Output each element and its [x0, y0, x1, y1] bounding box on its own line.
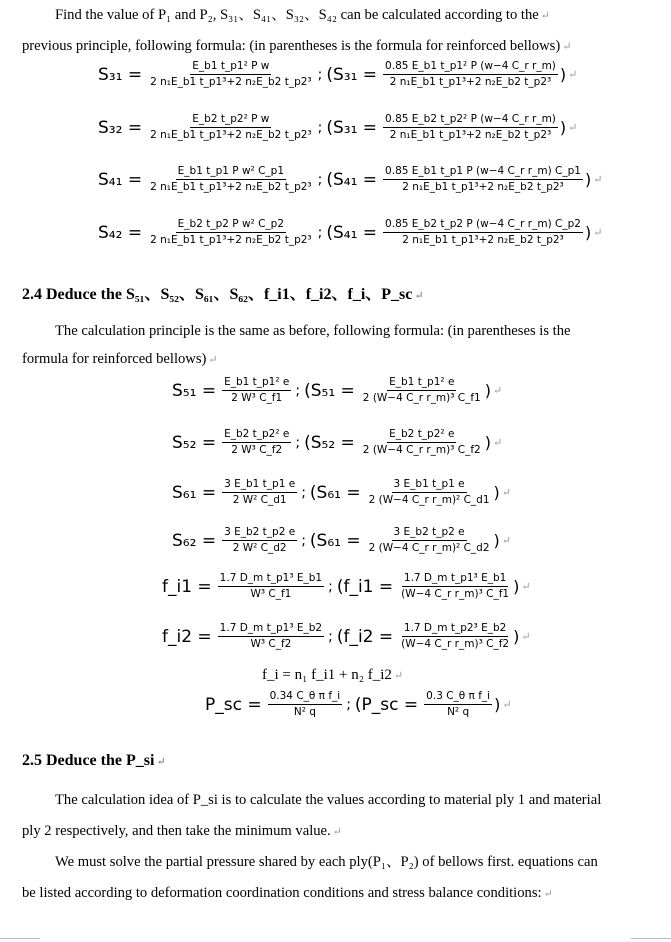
equation-lhs: P_sc =	[205, 694, 262, 715]
reinforced-fraction	[399, 622, 511, 651]
fraction	[148, 218, 314, 247]
reinforced-fraction	[383, 165, 583, 194]
fraction	[222, 526, 297, 555]
fraction	[148, 165, 314, 194]
reinforced-fraction	[399, 572, 511, 601]
fraction	[222, 428, 291, 457]
fraction	[268, 690, 343, 719]
fraction-numerator: 3 E_b1 t_p1 e	[222, 478, 297, 493]
separator: ;	[301, 484, 306, 501]
fraction-numerator: 3 E_b2 t_p2 e	[222, 526, 297, 541]
paragraph-mark: ↵	[521, 581, 531, 593]
reinforced-denominator: 2 (W−4 C_r r_m)² C_d2	[368, 542, 490, 554]
paragraph-mark: ↵	[493, 437, 503, 449]
closing-paren: )	[559, 65, 567, 84]
section-2-5-para1-line1: The calculation idea of P_si is to calculate the values according to material ply 1 and material	[55, 792, 602, 808]
reinforced-fraction	[361, 376, 483, 405]
fi-equation: f_i = n₁ f_i1 + n₂ f_i2 ↵	[262, 667, 404, 683]
fraction-denominator: 2 W³ C_f2	[231, 444, 283, 456]
equation-lhs: S₃₂ =	[98, 117, 143, 138]
section-2-5-heading: 2.5 Deduce the P_si ↵	[22, 752, 166, 769]
separator: ;	[346, 696, 351, 713]
reinforced-numerator: 0.85 E_b2 t_p2 P (w−4 C_r r_m) C_p2	[383, 218, 583, 233]
section-2-5-para2-line1: We must solve the partial pressure shared by each ply(P₁、P₂) of bellows first. equations can	[55, 854, 598, 870]
equation-row	[98, 218, 602, 247]
equation-row	[172, 526, 511, 555]
reinforced-lhs: (S₃₁ =	[326, 64, 378, 85]
reinforced-numerator: 3 E_b1 t_p1 e	[392, 478, 467, 493]
paragraph-mark: ↵	[501, 487, 511, 499]
reinforced-numerator: 1.7 D_m t_p1³ E_b1	[402, 572, 508, 587]
reinforced-numerator: E_b2 t_p2² e	[387, 428, 456, 443]
reinforced-fraction	[367, 478, 492, 507]
equation-row	[162, 622, 531, 651]
reinforced-denominator: 2 (W−4 C_r r_m)³ C_f1	[362, 392, 481, 404]
reinforced-lhs: (S₄₁ =	[326, 169, 378, 190]
equation-row	[162, 572, 531, 601]
paragraph-mark: ↵	[493, 385, 503, 397]
reinforced-numerator: 3 E_b2 t_p2 e	[392, 526, 467, 541]
fraction-denominator: 2 W² C_d1	[232, 494, 287, 506]
equation-row	[98, 165, 602, 194]
reinforced-numerator: 0.85 E_b1 t_p1² P (w−4 C_r r_m)	[383, 60, 558, 75]
reinforced-fraction	[383, 218, 583, 247]
closing-paren: )	[494, 695, 501, 714]
equation-lhs: f_i1 =	[162, 576, 212, 597]
reinforced-denominator: 2 n₁E_b1 t_p1³+2 n₂E_b2 t_p2³	[402, 234, 564, 246]
intro-line-2: previous principle, following formula: (in parentheses is the formula for reinforced bellows) ↵	[22, 38, 572, 54]
paragraph-mark: ↵	[593, 227, 603, 239]
reinforced-lhs: (f_i1 =	[336, 576, 394, 597]
fraction	[218, 622, 324, 651]
fraction-numerator: 0.34 C_θ π f_i	[268, 690, 343, 705]
fraction-denominator: 2 W³ C_f1	[231, 392, 283, 404]
paragraph-mark: ↵	[501, 535, 511, 547]
separator: ;	[328, 578, 333, 595]
reinforced-lhs: (S₆₁ =	[309, 482, 361, 503]
fraction-numerator: 1.7 D_m t_p1³ E_b1	[218, 572, 324, 587]
reinforced-fraction	[383, 60, 558, 89]
fraction-numerator: E_b2 t_p2 P w² C_p2	[176, 218, 286, 233]
fraction-numerator: E_b1 t_p1² e	[222, 376, 291, 391]
reinforced-denominator: (W−4 C_r r_m)³ C_f1	[401, 588, 510, 600]
reinforced-numerator: E_b1 t_p1² e	[387, 376, 456, 391]
page-corner-mark-left	[0, 938, 40, 939]
section-2-4-heading: 2.4 Deduce the S₅₁、S₅₂、S₆₁、S₆₂、f_i1、f_i2、f_i、P_sc ↵	[22, 286, 424, 303]
paragraph-mark: ↵	[568, 69, 578, 81]
reinforced-fraction	[424, 690, 492, 719]
reinforced-numerator: 0.3 C_θ π f_i	[424, 690, 492, 705]
reinforced-lhs: (S₆₁ =	[309, 530, 361, 551]
fraction	[148, 113, 314, 142]
separator: ;	[317, 171, 323, 188]
reinforced-lhs: (P_sc =	[354, 694, 419, 715]
equation-row	[98, 60, 577, 89]
fraction	[222, 376, 291, 405]
closing-paren: )	[484, 381, 491, 400]
separator: ;	[295, 434, 301, 451]
fraction-numerator: E_b1 t_p1² P w	[190, 60, 271, 75]
reinforced-fraction	[367, 526, 492, 555]
section-2-5-para2-line2: be listed according to deformation coordination conditions and stress balance conditions: ↵	[22, 885, 553, 901]
separator: ;	[295, 382, 301, 399]
closing-paren: )	[584, 170, 592, 189]
equation-row	[98, 113, 577, 142]
section-2-4-line-1: The calculation principle is the same as before, following formula: (in parentheses is the	[55, 323, 571, 339]
fraction-denominator: N² q	[293, 706, 316, 718]
reinforced-denominator: 2 n₁E_b1 t_p1³+2 n₂E_b2 t_p2³	[389, 129, 552, 141]
equation-lhs: S₅₂ =	[172, 432, 217, 453]
fraction	[218, 572, 324, 601]
reinforced-denominator: 2 (W−4 C_r r_m)³ C_f2	[362, 444, 481, 456]
separator: ;	[328, 628, 333, 645]
reinforced-denominator: 2 n₁E_b1 t_p1³+2 n₂E_b2 t_p2³	[389, 76, 552, 88]
closing-paren: )	[559, 118, 567, 137]
fraction-denominator: 2 n₁E_b1 t_p1³+2 n₂E_b2 t_p2³	[150, 234, 312, 246]
fraction-numerator: E_b2 t_p2² P w	[190, 113, 271, 128]
reinforced-denominator: N² q	[447, 706, 470, 718]
equation-lhs: S₄₂ =	[98, 222, 143, 243]
paragraph-mark: ↵	[568, 122, 578, 134]
equation-row	[205, 690, 512, 719]
reinforced-numerator: 0.85 E_b2 t_p2² P (w−4 C_r r_m)	[383, 113, 558, 128]
equation-row	[172, 478, 511, 507]
section-2-4-line-2: formula for reinforced bellows) ↵	[22, 351, 218, 367]
equation-lhs: f_i2 =	[162, 626, 212, 647]
paragraph-mark: ↵	[593, 174, 603, 186]
fraction-denominator: W³ C_f1	[250, 588, 292, 600]
separator: ;	[317, 119, 323, 136]
fraction-numerator: E_b2 t_p2² e	[222, 428, 291, 443]
equation-row	[172, 428, 502, 457]
page-corner-mark-right	[631, 938, 671, 939]
closing-paren: )	[493, 531, 500, 550]
reinforced-denominator: (W−4 C_r r_m)³ C_f2	[401, 638, 510, 650]
separator: ;	[317, 224, 323, 241]
reinforced-numerator: 0.85 E_b1 t_p1 P (w−4 C_r r_m) C_p1	[383, 165, 583, 180]
reinforced-fraction	[361, 428, 483, 457]
equation-lhs: S₃₁ =	[98, 64, 143, 85]
equation-lhs: S₆₂ =	[172, 530, 217, 551]
fraction-denominator: 2 n₁E_b1 t_p1³+2 n₂E_b2 t_p2³	[150, 129, 312, 141]
reinforced-lhs: (S₃₁ =	[326, 117, 378, 138]
reinforced-lhs: (f_i2 =	[336, 626, 394, 647]
fraction-denominator: 2 n₁E_b1 t_p1³+2 n₂E_b2 t_p2³	[150, 181, 312, 193]
fraction-denominator: 2 n₁E_b1 t_p1³+2 n₂E_b2 t_p2³	[150, 76, 312, 88]
closing-paren: )	[513, 577, 520, 596]
reinforced-lhs: (S₅₂ =	[304, 432, 355, 453]
closing-paren: )	[584, 223, 592, 242]
fraction	[148, 60, 314, 89]
paragraph-mark: ↵	[502, 699, 512, 711]
intro-line-1: Find the value of P₁ and P₂, S₃₁、S₄₁、S₃₂、S₄₂ can be calculated according to the ↵	[55, 7, 550, 23]
reinforced-lhs: (S₄₁ =	[326, 222, 378, 243]
equation-lhs: S₄₁ =	[98, 169, 143, 190]
reinforced-denominator: 2 n₁E_b1 t_p1³+2 n₂E_b2 t_p2³	[402, 181, 564, 193]
fraction-numerator: 1.7 D_m t_p1³ E_b2	[218, 622, 324, 637]
paragraph-mark: ↵	[521, 631, 531, 643]
reinforced-lhs: (S₅₁ =	[304, 380, 355, 401]
fraction-numerator: E_b1 t_p1 P w² C_p1	[176, 165, 286, 180]
equation-lhs: S₆₁ =	[172, 482, 217, 503]
reinforced-denominator: 2 (W−4 C_r r_m)² C_d1	[368, 494, 490, 506]
closing-paren: )	[513, 627, 520, 646]
section-2-5-para1-line2: ply 2 respectively, and then take the minimum value. ↵	[22, 823, 342, 839]
reinforced-fraction	[383, 113, 558, 142]
reinforced-numerator: 1.7 D_m t_p2³ E_b2	[402, 622, 508, 637]
equation-row	[172, 376, 502, 405]
fraction-denominator: W³ C_f2	[250, 638, 292, 650]
closing-paren: )	[493, 483, 500, 502]
fraction-denominator: 2 W² C_d2	[232, 542, 287, 554]
separator: ;	[317, 66, 323, 83]
closing-paren: )	[484, 433, 491, 452]
separator: ;	[301, 532, 306, 549]
fraction	[222, 478, 297, 507]
equation-lhs: S₅₁ =	[172, 380, 217, 401]
